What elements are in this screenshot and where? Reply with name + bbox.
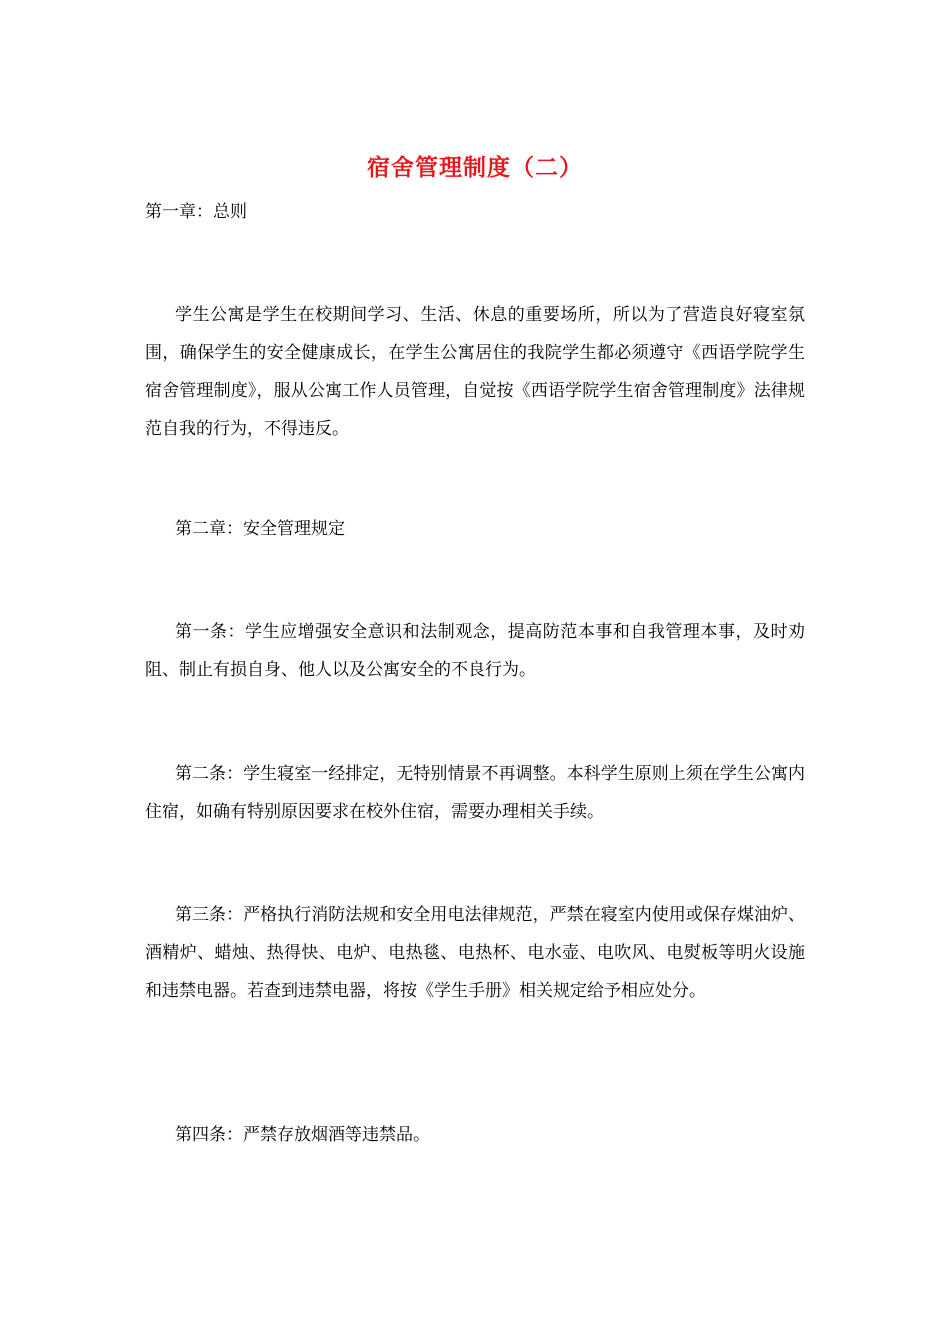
article-2: 第二条：学生寝室一经排定，无特别情景不再调整。本科学生原则上须在学生公寓内住宿，如确有特别原因要求在校外住宿，需要办理相关手续。 — [145, 764, 805, 822]
article-1: 第一条：学生应增强安全意识和法制观念，提高防范本事和自我管理本事，及时劝阻、制止有损自身、他人以及公寓安全的不良行为。 — [145, 622, 805, 680]
article-4: 第四条：严禁存放烟酒等违禁品。 — [175, 1125, 430, 1145]
intro-paragraph: 学生公寓是学生在校期间学习、生活、休息的重要场所，所以为了营造良好寝室氛围，确保学生的安全健康成长，在学生公寓居住的我院学生都必须遵守《西语学院学生宿舍管理制度》，服从公寓工作人员管理，自觉按《西语学院学生宿舍管理制度》法律规范自我的行为，不得违反。 — [145, 305, 805, 439]
article-3: 第三条：严格执行消防法规和安全用电法律规范，严禁在寝室内使用或保存煤油炉、酒精炉、蜡烛、热得快、电炉、电热毯、电热杯、电水壶、电吹风、电熨板等明火设施和违禁电器。若查到违禁电器，将按《学生手册》相关规定给予相应处分。 — [145, 905, 805, 1001]
chapter-two-heading: 第二章：安全管理规定 — [175, 519, 345, 539]
chapter-one-heading: 第一章：总则 — [145, 202, 247, 222]
document-title: 宿舍管理制度（二） — [367, 154, 583, 181]
